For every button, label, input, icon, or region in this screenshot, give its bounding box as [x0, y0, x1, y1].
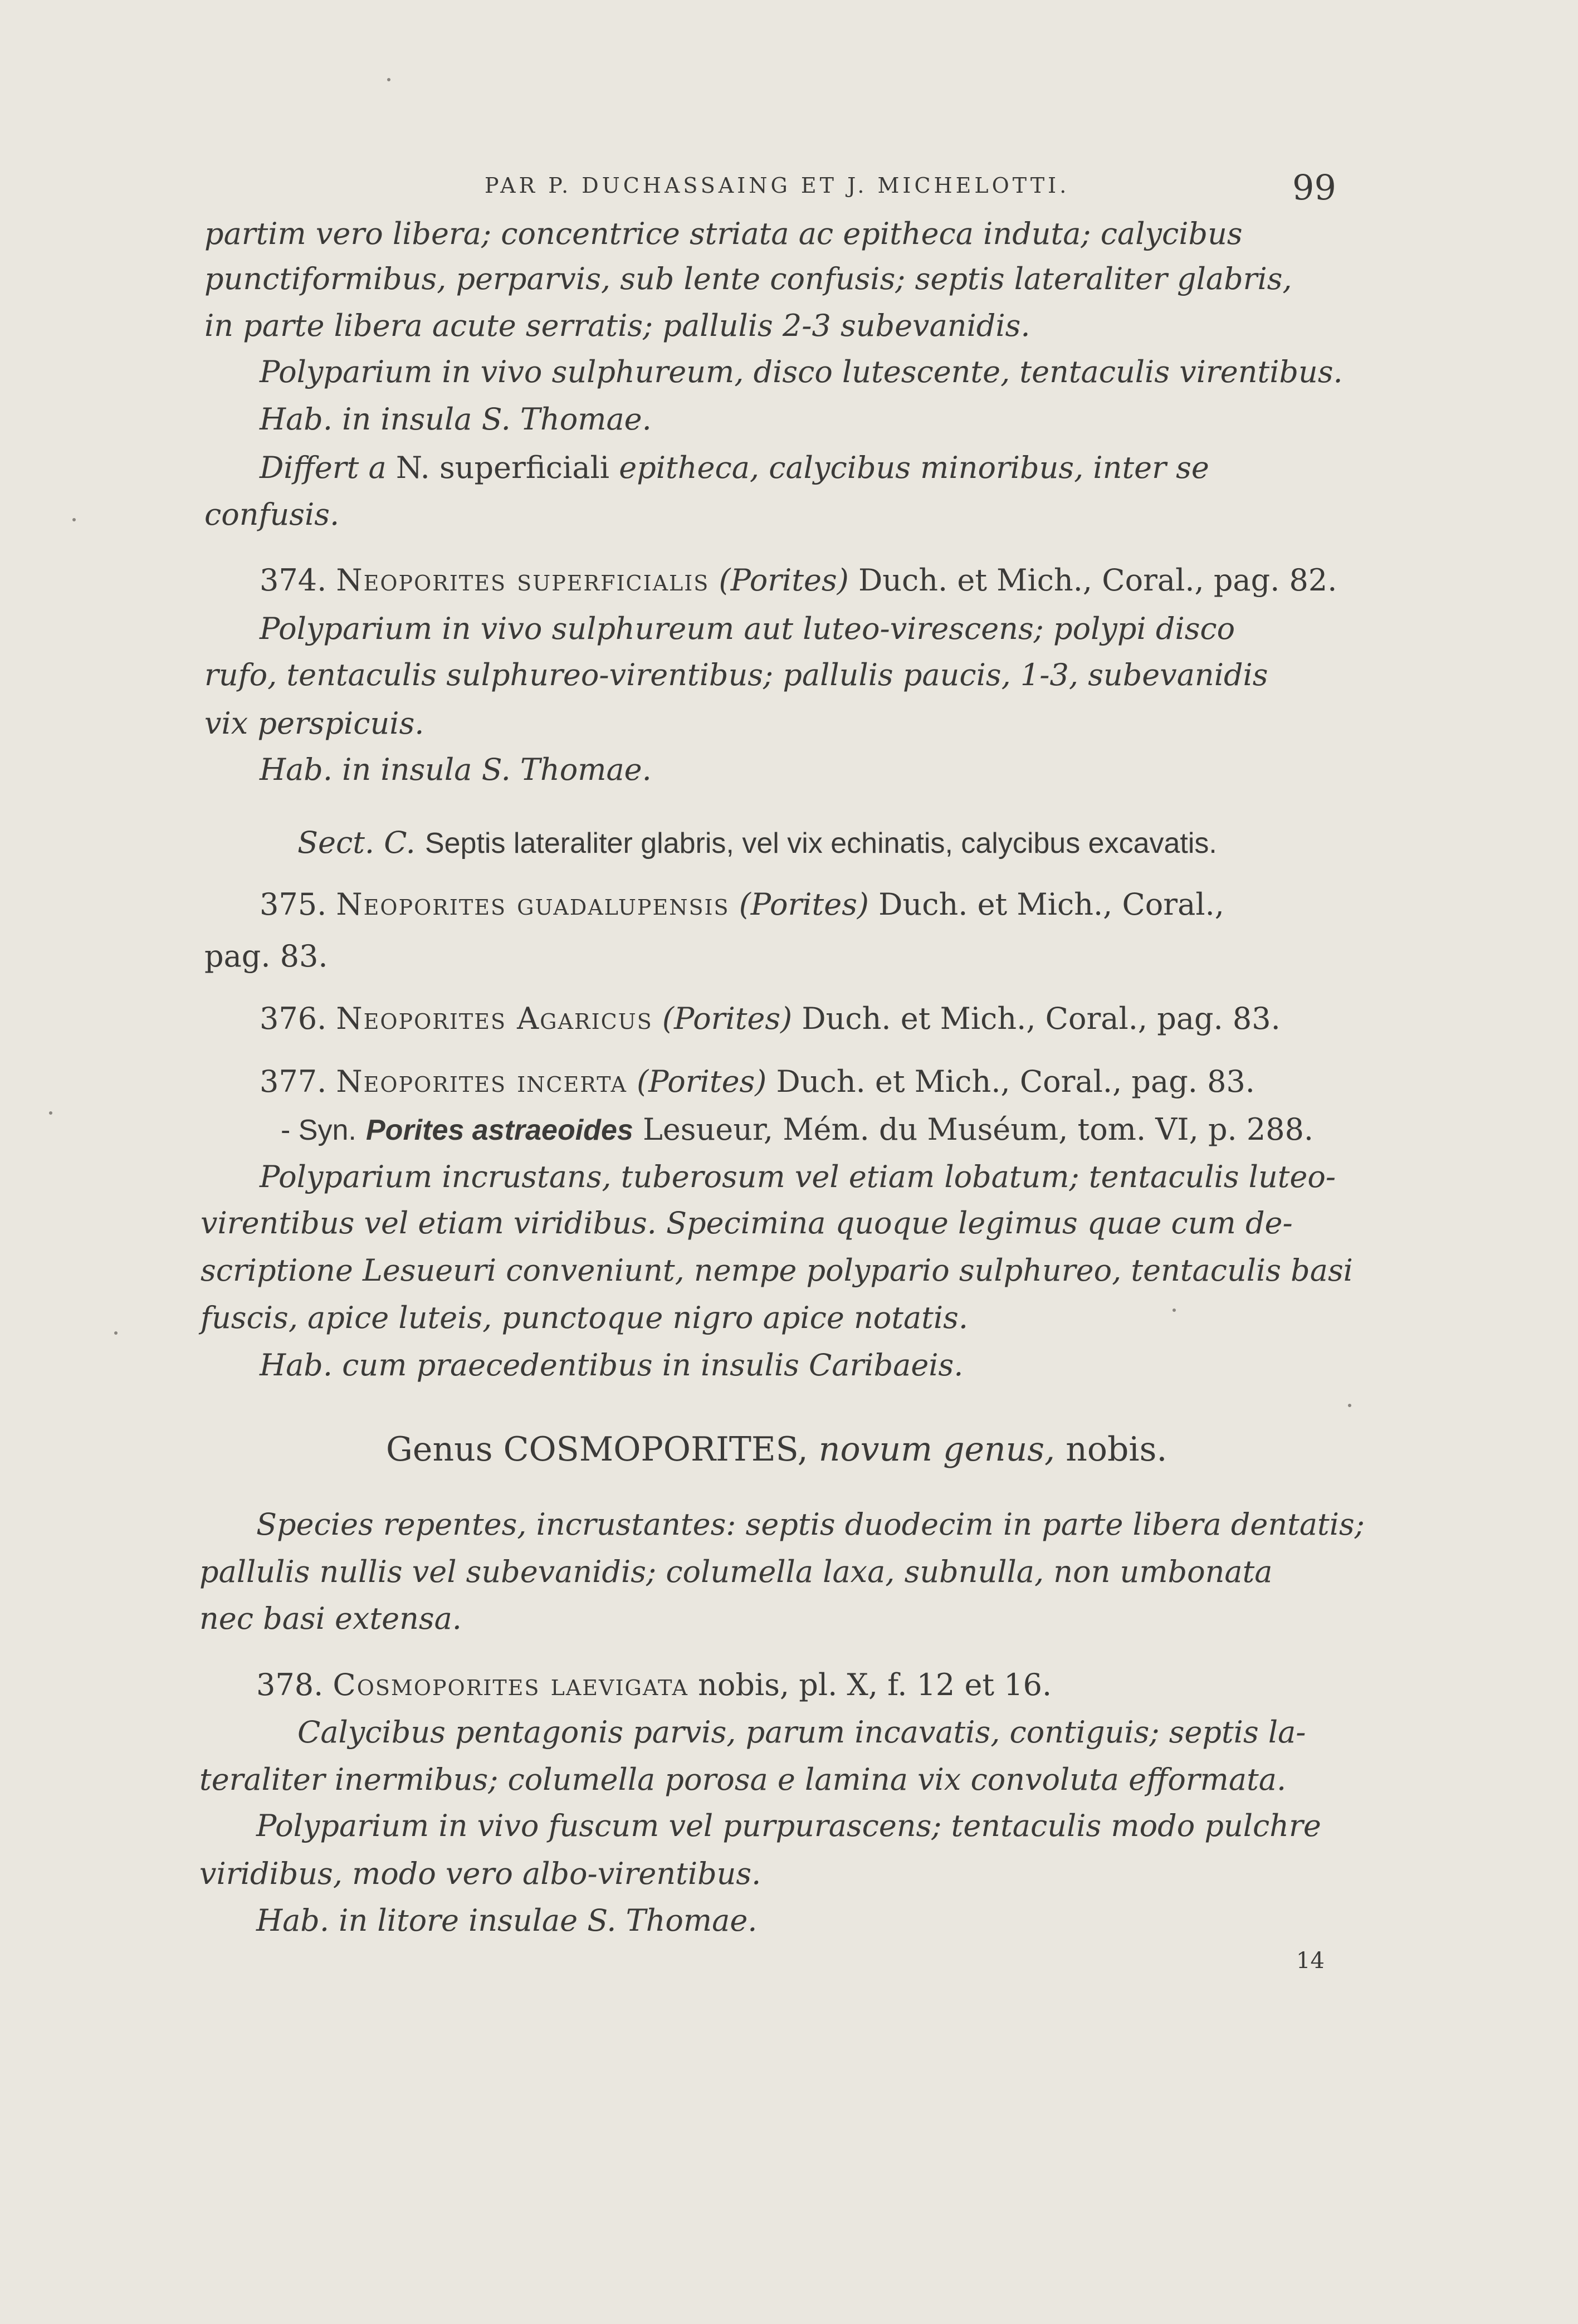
- citation: Duch. et Mich., Coral., pag. 83.: [776, 1064, 1255, 1099]
- text-line: Hab. in insula S. Thomae.: [260, 402, 652, 437]
- text-line: Species repentes, incrustantes: septis duodecim in parte libera dentatis;: [256, 1507, 1365, 1542]
- genus-author: nobis.: [1066, 1430, 1167, 1469]
- text-line: vix perspicuis.: [204, 706, 424, 741]
- text-line: Polyparium in vivo sulphureum aut luteo-virescens; polypi disco: [260, 611, 1235, 646]
- species-entry-378: [256, 1667, 1052, 1702]
- paper-speck: [49, 1111, 52, 1115]
- species-entry-374: [260, 563, 1337, 598]
- genus-name: Genus COSMOPORITES,: [386, 1430, 808, 1469]
- text-fragment: epitheca, calycibus minoribus, inter se: [619, 450, 1209, 485]
- page-number: 99: [1292, 167, 1336, 208]
- text-line: Calycibus pentagonis parvis, parum incavatis, contiguis; septis la-: [297, 1715, 1306, 1750]
- text-line: Hab. cum praecedentibus in insulis Caribaeis.: [260, 1347, 964, 1383]
- text-line: pag. 83.: [204, 939, 328, 974]
- paper-speck: [72, 518, 76, 521]
- text-line: pallulis nullis vel subevanidis; columella laxa, subnulla, non umbonata: [199, 1554, 1273, 1589]
- genus-note: novum genus,: [818, 1430, 1056, 1469]
- entry-number: 377.: [260, 1064, 327, 1099]
- synonym-name: Porites astraeoides: [366, 1114, 633, 1146]
- genus-ref: (Porites): [719, 563, 849, 598]
- text-line: Polyparium incrustans, tuberosum vel etiam lobatum; tentaculis luteo-: [260, 1159, 1336, 1194]
- genus-heading: [386, 1430, 1167, 1469]
- text-line: scriptione Lesueuri conveniunt, nempe polypario sulphureo, tentaculis basi: [201, 1253, 1353, 1288]
- text-line: [260, 450, 1209, 485]
- text-fragment: Differt a: [260, 450, 387, 485]
- text-line: teraliter inermibus; columella porosa e lamina vix convoluta efformata.: [199, 1762, 1287, 1797]
- running-head: PAR P. DUCHASSAING ET J. MICHELOTTI.: [485, 173, 1070, 198]
- genus-ref: (Porites): [739, 887, 869, 922]
- species-entry-377: [260, 1064, 1255, 1099]
- text-line: Polyparium in vivo fuscum vel purpurascens; tentaculis modo pulchre: [256, 1808, 1321, 1843]
- text-line: viridibus, modo vero albo-virentibus.: [199, 1856, 761, 1891]
- text-line: fuscis, apice luteis, punctoque nigro apice notatis.: [201, 1300, 969, 1335]
- citation: nobis, pl. X, f. 12 et 16.: [698, 1667, 1052, 1702]
- signature-mark: 14: [1296, 1948, 1325, 1974]
- paper-speck: [1172, 1309, 1176, 1312]
- entry-number: 375.: [260, 887, 327, 922]
- citation: Duch. et Mich., Coral.,: [878, 887, 1224, 922]
- species-name: Neoporites incerta: [336, 1064, 627, 1099]
- genus-ref: (Porites): [662, 1001, 793, 1036]
- entry-number: 376.: [260, 1001, 327, 1036]
- citation: Duch. et Mich., Coral., pag. 82.: [858, 563, 1337, 598]
- entry-number: 374.: [260, 563, 327, 598]
- species-name: Neoporites Agaricus: [336, 1001, 653, 1036]
- text-line: Hab. in litore insulae S. Thomae.: [256, 1903, 758, 1938]
- species-entry-376: [260, 1001, 1281, 1036]
- entry-number: 378.: [256, 1667, 324, 1702]
- text-line: Hab. in insula S. Thomae.: [260, 752, 652, 787]
- text-line: confusis.: [204, 497, 340, 532]
- paper-speck: [1348, 1404, 1351, 1407]
- text-line: virentibus vel etiam viridibus. Specimina quoque legimus quae cum de-: [201, 1205, 1293, 1241]
- citation: Lesueur, Mém. du Muséum, tom. VI, p. 288.: [642, 1112, 1314, 1147]
- species-name: Neoporites guadalupensis: [336, 887, 730, 922]
- section-label: Sect. C.: [297, 825, 416, 860]
- synonym-label: - Syn.: [281, 1114, 356, 1146]
- text-fragment: N. superficiali: [395, 450, 610, 485]
- text-line: partim vero libera; concentrice striata ac epitheca induta; calycibus: [204, 216, 1243, 251]
- text-line: in parte libera acute serratis; pallulis 2-3 subevanidis.: [204, 308, 1030, 343]
- species-name: Neoporites superficialis: [336, 563, 710, 598]
- citation: Duch. et Mich., Coral., pag. 83.: [802, 1001, 1281, 1036]
- text-line: nec basi extensa.: [199, 1601, 462, 1636]
- paper-speck: [114, 1331, 118, 1335]
- species-entry-375: [260, 887, 1224, 922]
- synonym-line: [281, 1112, 1314, 1147]
- text-line: Polyparium in vivo sulphureum, disco lutescente, tentaculis virentibus.: [260, 354, 1343, 389]
- paper-speck: [387, 78, 390, 81]
- text-line: rufo, tentaculis sulphureo-virentibus; pallulis paucis, 1-3, subevanidis: [204, 657, 1268, 692]
- genus-ref: (Porites): [637, 1064, 767, 1099]
- section-heading: [297, 825, 1217, 860]
- text-line: punctiformibus, perparvis, sub lente confusis; septis lateraliter glabris,: [204, 261, 1292, 296]
- species-name: Cosmoporites laevigata: [333, 1667, 688, 1702]
- section-description: Septis lateraliter glabris, vel vix echinatis, calycibus excavatis.: [424, 827, 1217, 860]
